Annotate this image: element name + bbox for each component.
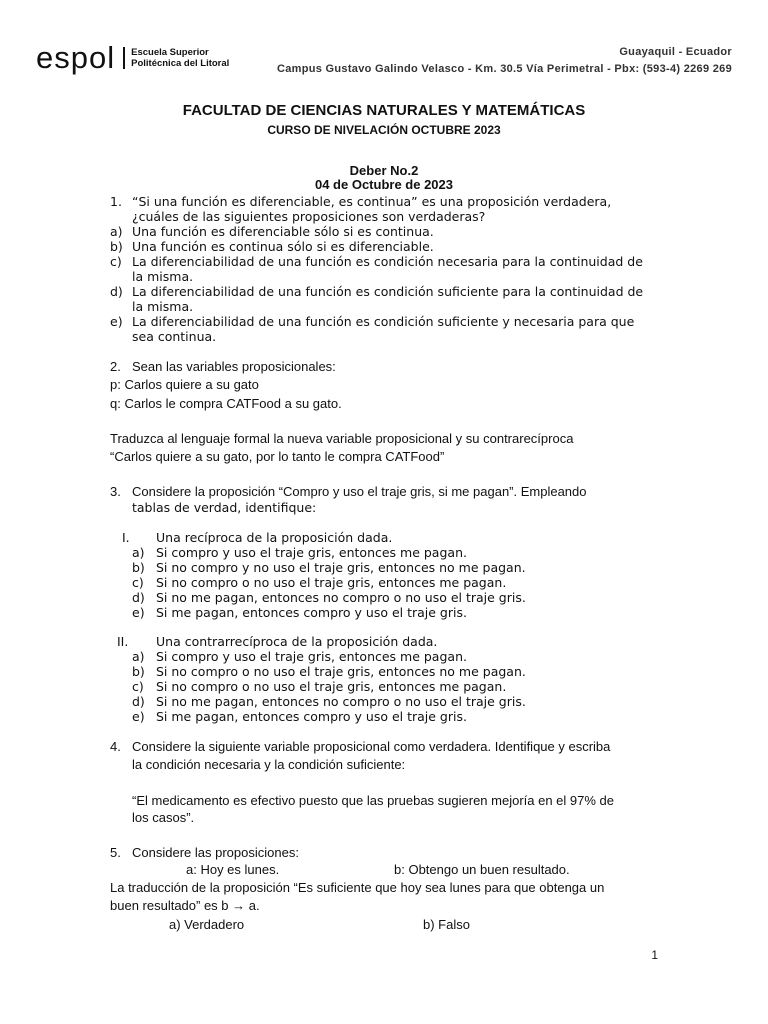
q3-II-option-d: Si no me pagan, entonces no compro o no uso el traje gris. [156, 694, 526, 709]
institution-line-2: Politécnica del Litoral [131, 58, 230, 69]
q5-proposition-b: b: Obtengo un buen resultado. [394, 862, 570, 877]
q2-variable-q: q: Carlos le compra CATFood a su gato. [110, 396, 342, 411]
q1-text-line1: “Si una función es diferenciable, es continua” es una proposición verdadera, [132, 194, 612, 209]
q3-text-line1: Considere la proposición “Compro y uso el traje gris, si me pagan”. Empleando [132, 484, 587, 499]
q2-quote: “Carlos quiere a su gato, por lo tanto le compra CATFood” [110, 449, 445, 464]
q1-option-c-line1: La diferenciabilidad de una función es condición necesaria para la continuidad de [132, 254, 643, 269]
q1-option-e-line2: sea continua. [132, 329, 217, 344]
q1-option-e-line1: La diferenciabilidad de una función es condición suficiente y necesaria para que [132, 314, 635, 329]
q3-I-option-a: Si compro y uso el traje gris, entonces me pagan. [156, 545, 467, 560]
header-campus: Campus Gustavo Galindo Velasco - Km. 30.5 Vía Perimetral - Pbx: (593-4) 2269 269 [276, 63, 732, 75]
q5-option-a: a) Verdadero [169, 917, 245, 932]
q3-II-option-c: Si no compro o no uso el traje gris, entonces me pagan. [156, 679, 507, 694]
q3-I-option-b: Si no compro y no uso el traje gris, entonces no me pagan. [156, 560, 526, 575]
q3-II-option-a-letter: a) [132, 649, 145, 664]
q1-option-e-letter: e) [110, 314, 123, 329]
q3-part-II-heading: Una contrarrecíproca de la proposición dada. [156, 634, 438, 649]
q5-option-b: b) Falso [423, 917, 470, 932]
q1-option-d-line1: La diferenciabilidad de una función es condición suficiente para la continuidad de [132, 284, 644, 299]
q5-intro: Considere las proposiciones: [132, 845, 299, 860]
course-title: CURSO DE NIVELACIÓN OCTUBRE 2023 [267, 123, 501, 137]
q1-option-d-letter: d) [110, 284, 123, 299]
q3-II-option-c-letter: c) [132, 679, 144, 694]
q4-quote-line2: los casos”. [132, 810, 195, 825]
q1-option-a-letter: a) [110, 224, 123, 239]
q3-II-option-b-letter: b) [132, 664, 145, 679]
q3-I-option-d-letter: d) [132, 590, 145, 605]
q1-option-d-line2: la misma. [132, 299, 194, 314]
q3-II-option-e: Si me pagan, entonces compro y uso el traje gris. [156, 709, 467, 724]
q4-text-line2: la condición necesaria y la condición suficiente: [132, 757, 406, 772]
q5-proposition-a: a: Hoy es lunes. [186, 862, 280, 877]
q2-instruction: Traduzca al lenguaje formal la nueva variable proposicional y su contrarecíproca [110, 431, 574, 446]
q3-number: 3. [110, 484, 121, 499]
q1-text-line2: ¿cuáles de las siguientes proposiciones son verdaderas? [132, 209, 486, 224]
q4-number: 4. [110, 739, 121, 754]
q3-II-option-d-letter: d) [132, 694, 145, 709]
faculty-title: FACULTAD DE CIENCIAS NATURALES Y MATEMÁTICAS [182, 102, 586, 119]
q3-II-option-a: Si compro y uso el traje gris, entonces me pagan. [156, 649, 467, 664]
institution-line-1: Escuela Superior [131, 47, 209, 58]
institution-name [123, 47, 229, 69]
q3-I-option-e-letter: e) [132, 605, 145, 620]
q3-II-option-e-letter: e) [132, 709, 145, 724]
q5-text-line1: La traducción de la proposición “Es suficiente que hoy sea lunes para que obtenga un [110, 880, 605, 895]
q2-variable-p: p: Carlos quiere a su gato [110, 377, 259, 392]
q5-number: 5. [110, 845, 121, 860]
q1-option-b-letter: b) [110, 239, 123, 254]
q5-text-line2: buen resultado” es b → a. [110, 898, 260, 913]
header-city: Guayaquil - Ecuador [619, 46, 732, 58]
q1-number: 1. [110, 194, 122, 209]
q3-I-option-c-letter: c) [132, 575, 144, 590]
q3-I-option-a-letter: a) [132, 545, 145, 560]
q1-option-a: Una función es diferenciable sólo si es continua. [132, 224, 434, 239]
page-number: 1 [651, 948, 658, 962]
espol-logo [36, 40, 229, 76]
q3-part-II-number: II. [117, 634, 129, 649]
q3-I-option-d: Si no me pagan, entonces no compro o no uso el traje gris. [156, 590, 526, 605]
q2-number: 2. [110, 359, 121, 374]
q3-part-I-heading: Una recíproca de la proposición dada. [156, 530, 393, 545]
q4-quote-line1: “El medicamento es efectivo puesto que las pruebas sugieren mejoría en el 97% de [132, 793, 615, 808]
q1-option-b: Una función es continua sólo si es diferenciable. [132, 239, 434, 254]
q4-text-line1: Considere la siguiente variable proposicional como verdadera. Identifique y escriba [132, 739, 611, 754]
assignment-title: Deber No.2 [349, 163, 419, 178]
q1-option-c-line2: la misma. [132, 269, 194, 284]
q2-intro: Sean las variables proposicionales: [132, 359, 336, 374]
header-address [277, 44, 732, 78]
q3-I-option-b-letter: b) [132, 560, 145, 575]
q3-I-option-e: Si me pagan, entonces compro y uso el traje gris. [156, 605, 467, 620]
q3-text-line2: tablas de verdad, identifique: [132, 500, 317, 515]
logo-wordmark: espol [36, 40, 116, 75]
q1-option-c-letter: c) [110, 254, 122, 269]
q3-II-option-b: Si no compro o no uso el traje gris, entonces no me pagan. [156, 664, 526, 679]
q3-I-option-c: Si no compro o no uso el traje gris, entonces me pagan. [156, 575, 507, 590]
assignment-date: 04 de Octubre de 2023 [314, 177, 453, 192]
q3-part-I-number: I. [122, 530, 130, 545]
